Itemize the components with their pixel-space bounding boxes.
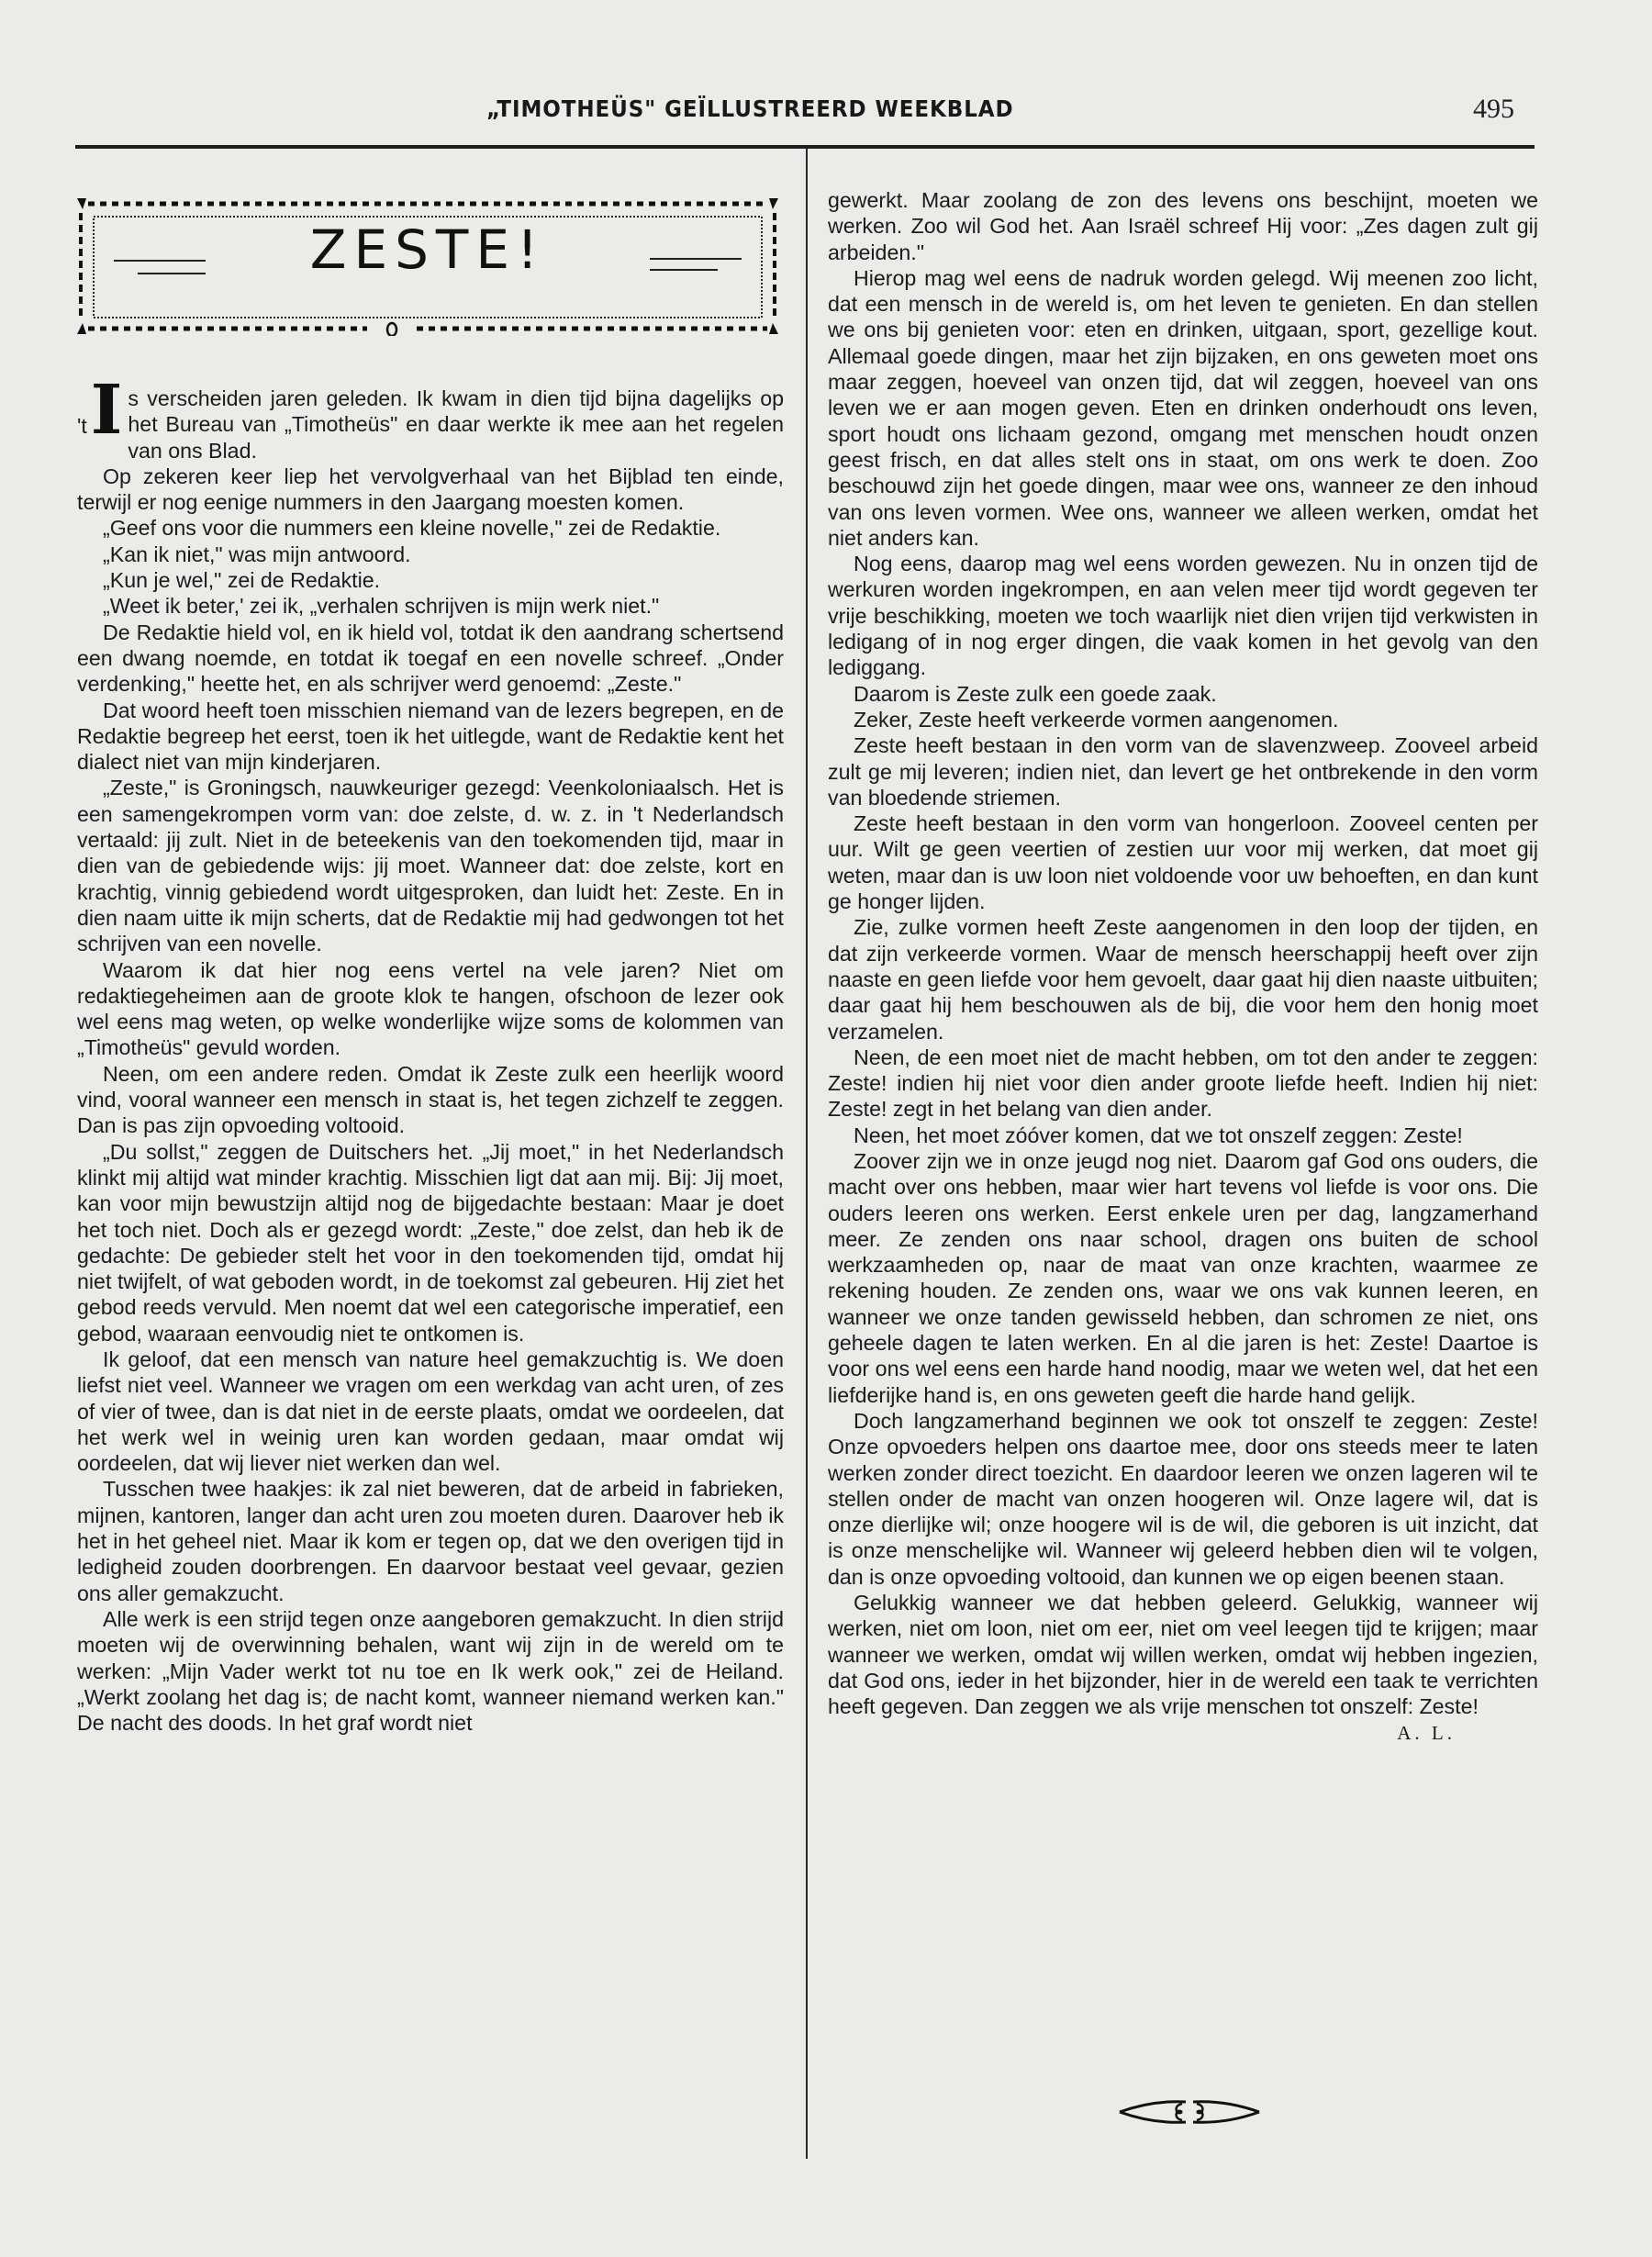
paragraph <box>77 371 784 464</box>
paragraph: Neen, het moet zóóver komen, dat we tot onszelf zeggen: Zeste! <box>854 1123 1463 1147</box>
running-title: „TIMOTHEÜS" GEÏLLUSTREERD WEEKBLAD <box>486 95 1014 122</box>
corner-bottom-right <box>769 323 778 334</box>
dropcap <box>77 371 123 450</box>
title-box <box>75 196 780 336</box>
column-rule <box>806 149 808 2159</box>
author-signature: A. L. <box>1397 1721 1456 1744</box>
left-column <box>77 371 784 1736</box>
paragraph <box>828 1590 1538 1744</box>
paragraph-text: Gelukkig wanneer we dat hebben geleerd. Gelukkig, wanneer wij werken, niet om loon, niet om eer, niet om veel leegen tijd te krijgen; maar wanneer we werken, omdat wij willen werken, omdat wij hebben ingezien, dat God ons, ieder in het bijzonder, hier in de wereld een taak te verrichten heeft gegeven. Dan zeggen we als vrije menschen tot onszelf: Zeste! <box>828 1591 1538 1719</box>
paragraph: Zoover zijn we in onze jeugd nog niet. Daarom gaf God ons ouders, die macht over ons hebben, maar wier hart tevens vol liefde is voor ons. Die ouders leeren ons werken. Eerst enkele uren per dag, langzamerhand meer. Ze zenden ons naar school, dragen ons buiten de school werkzaamheden op, naar de maat van onze krachten, waarmee ze rekening houden. Ze zenden ons, waar we ons vak kunnen leeren, en wanneer we onze tanden gewisseld hebben, dan schromen ze niet, ons geheele dagen te laten werken. En al die jaren is het: Zeste! Daartoe is voor ons wel eens een harde hand noodig, maar we weten wel, dat het een liefderijke hand is, en ons geweten geeft die harde hand gelijk. <box>828 1148 1538 1407</box>
paragraph: Zeste heeft bestaan in den vorm van hongerloon. Zooveel centen per uur. Wilt ge geen veertien of zestien uur voor mij werken, dat moet gij weten, maar dan is uw loon niet voldoende voor uw behoeften, en dan kunt ge honger lijden. <box>828 811 1538 914</box>
paragraph: Nog eens, daarop mag wel eens worden gewezen. Nu in onzen tijd de werkuren worden ingekrompen, en aan velen meer tijd wordt gegeven ter vrije beschikking, moeten we toch waarlijk niet dien vrijen tijd verkwisten in ledigang of in nog erger dingen, die vaak komen in het gevolg van den lediggang. <box>828 552 1538 680</box>
end-ornament-icon <box>1116 2096 1263 2128</box>
paragraph: „Geef ons voor die nummers een kleine novelle," zei de Redaktie. <box>103 516 721 541</box>
article-title: ZESTE! <box>309 218 546 281</box>
dropcap-prefix: 't <box>77 414 87 438</box>
corner-bottom-left <box>77 323 86 334</box>
paragraph: „Kan ik niet," was mijn antwoord. <box>103 542 411 566</box>
paragraph: Op zekeren keer liep het vervolgverhaal van het Bijblad ten einde, terwijl er nog eenige nummers in den Jaargang moesten komen. <box>77 464 784 515</box>
paragraph: „Weet ik beter,' zei ik, „verhalen schrijven is mijn werk niet." <box>103 594 660 619</box>
paragraph: Zie, zulke vormen heeft Zeste aangenomen in den loop der tijden, en dat zijn verkeerde vormen. Waar de mensch heerschappij heeft over zijn naaste en geen liefde voor hem gevoelt, daar gaat hij dien naaste uitbuiten; daar gaat hij hem beschouwen als de bij, die voor hem den honig moet verzamelen. <box>828 915 1538 1044</box>
paragraph-text: s verscheiden jaren geleden. Ik kwam in dien tijd bijna dagelijks op het Bureau van „Timotheüs" en daar werkte ik mee aan het regelen van ons Blad. <box>128 386 784 463</box>
paragraph: Hierop mag wel eens de nadruk worden gelegd. Wij meenen zoo licht, dat een mensch in de wereld is, om het leven te genieten. En dan stellen we ons bij genieten voor: eten en drinken, uitgaan, sport, gezellige kout. Allemaal goede dingen, maar het zijn bijzaken, en ons geweten moet ons maar zeggen, hoeveel van onzen tijd, dat wil zeggen, hoeveel van ons leven we er aan mogen geven. Eten en drinken onderhoudt ons leven, sport houdt ons lichaam gezond, omgang met menschen houdt onzen geest frisch, en dat alles stelt ons in staat, om ons werk te doen. Zoo beschouwd zijn het goede dingen, maar wee ons, wanneer ze den inhoud van ons leven vormen. Wee ons, wanneer we alleen werken, omdat het niet anders kan. <box>828 265 1538 550</box>
frame-bottom-ornament <box>387 323 396 336</box>
paragraph: Zeker, Zeste heeft verkeerde vormen aangenomen. <box>854 707 1339 732</box>
paragraph: Daarom is Zeste zulk een goede zaak. <box>854 681 1217 706</box>
paragraph: Dat woord heeft toen misschien niemand van de lezers begrepen, en de Redaktie begreep het eerst, toen ik het uitlegde, want de Redaktie kent het dialect niet van mijn kinderjaren. <box>77 698 784 775</box>
paragraph: „Kun je wel," zei de Redaktie. <box>103 568 381 593</box>
paragraph: gewerkt. Maar zoolang de zon des levens ons beschijnt, moeten we werken. Zoo wil God het. Aan Israël schreef Hij voor: „Zes dagen zult gij arbeiden." <box>828 188 1538 264</box>
paragraph: „Du sollst," zeggen de Duitschers het. „Jij moet," in het Nederlandsch klinkt mij altijd wat minder krachtig. Misschien ligt dat aan mij. Bij: Jij moet, kan voor mijn bewustzijn altijd nog de bijgedachte bestaan: Maar je doet het toch niet. Doch als er gezegd wordt: „Zeste," doe zelst, dan heb ik de gedachte: De gebieder stelt het voor in den toekomenden tijd, omdat hij niet twijfelt, of wat geboden wordt, in de toekomst zal gebeuren. Hij ziet het gebod reeds vervuld. Men noemt dat wel een categorische imperatief, een gebod, waaraan eenvoudig niet te ontkomen is. <box>77 1139 784 1346</box>
running-head <box>0 95 1652 132</box>
paragraph: Waarom ik dat hier nog eens vertel na vele jaren? Niet om redaktiegeheimen aan de groote klok te hangen, ofschoon de lezer ook wel eens mag weten, op welke wonderlijke wijze soms de kolommen van „Timotheüs" gevuld worden. <box>77 957 784 1060</box>
page-number: 495 <box>1473 94 1514 124</box>
corner-top-right <box>769 198 778 209</box>
paragraph: De Redaktie hield vol, en ik hield vol, totdat ik den aandrang schertsend een dwang noemde, en totdat ik toegaf en een novelle schreef. „Onder verdenking," heette het, en als schrijver werd genoemd: „Zeste." <box>77 620 784 697</box>
paragraph: Ik geloof, dat een mensch van nature heel gemakzuchtig is. We doen liefst niet veel. Wanneer we vragen om een werkdag van acht uren, of zes of vier of twee, dan is dat niet in de eerste plaats, omdat we oordeelen, dat het werk wel in weinig uren kan worden gedaan, maar omdat wij oordeelen, dat wij liever niet werken dan wel. <box>77 1346 784 1476</box>
paragraph: Tusschen twee haakjes: ik zal niet beweren, dat de arbeid in fabrieken, mijnen, kantoren, langer dan acht uren zou moeten duren. Daarover heb ik het in het geheel niet. Maar ik kom er tegen op, dat we den overigen tijd in ledigheid zouden doorbrengen. En daarvoor bestaat veel gevaar, gezien ons aller gemakzucht. <box>77 1477 784 1605</box>
paragraph: Neen, om een andere reden. Omdat ik Zeste zulk een heerlijk woord vind, vooral wanneer een mensch in staat is, het tegen zichzelf te zeggen. Dan is pas zijn opvoeding voltooid. <box>77 1061 784 1138</box>
paragraph: „Zeste," is Groningsch, nauwkeuriger gezegd: Veenkoloniaalsch. Het is een samengekrompen vorm van: doe zelste, d. w. z. in 't Nederlandsch vertaald: jij zult. Niet in de beteekenis van den toekomenden tijd, maar in dien van de gebiedende wijs: jij moet. Wanneer dat: doe zelste, kort en krachtig, vinnig gebiedend wordt uitgesproken, dan luidt het: Zeste. En in dien naam uitte ik mijn scherts, dat de Redaktie mij had gedwongen tot het schrijven van een novelle. <box>77 776 784 956</box>
header-rule <box>75 145 1535 149</box>
dropcap-letter: I <box>90 371 123 450</box>
paragraph: Alle werk is een strijd tegen onze aangeboren gemakzucht. In dien strijd moeten wij de overwinning behalen, want wij zijn in de wereld om te werken: „Mijn Vader werkt tot nu toe en Ik werk ook," zei de Heiland. „Werkt zoolang het dag is; de nacht komt, wanneer niemand werken kan." De nacht des doods. In het graf wordt niet <box>77 1606 784 1736</box>
paragraph: Zeste heeft bestaan in den vorm van de slavenzweep. Zooveel arbeid zult ge mij leveren; indien niet, dan levert ge het ontbrekende in den vorm van bloedende striemen. <box>828 733 1538 810</box>
paragraph: Doch langzamerhand beginnen we ook tot onszelf te zeggen: Zeste! Onze opvoeders helpen ons daartoe mee, door ons steeds meer te laten werken zonder direct toezicht. En daardoor leeren we onzen lageren wil te stellen onder de macht van onzen hoogeren wil. Onze lagere wil, dat is onze dierlijke wil; onze hoogere wil is de wil, die geboren is uit inzicht, dat is onze menschelijke wil. Wanneer wij geleerd hebben dien wil te volgen, dan is onze opvoeding voltooid, dan kunnen we op eigen beenen staan. <box>828 1408 1538 1589</box>
right-column <box>828 187 1538 1746</box>
paragraph: Neen, de een moet niet de macht hebben, om tot den ander te zeggen: Zeste! indien hij niet voor dien ander groote liefde heeft. Indien hij niet: Zeste! zegt in het belang van dien ander. <box>828 1045 1538 1122</box>
corner-top-left <box>77 198 86 209</box>
